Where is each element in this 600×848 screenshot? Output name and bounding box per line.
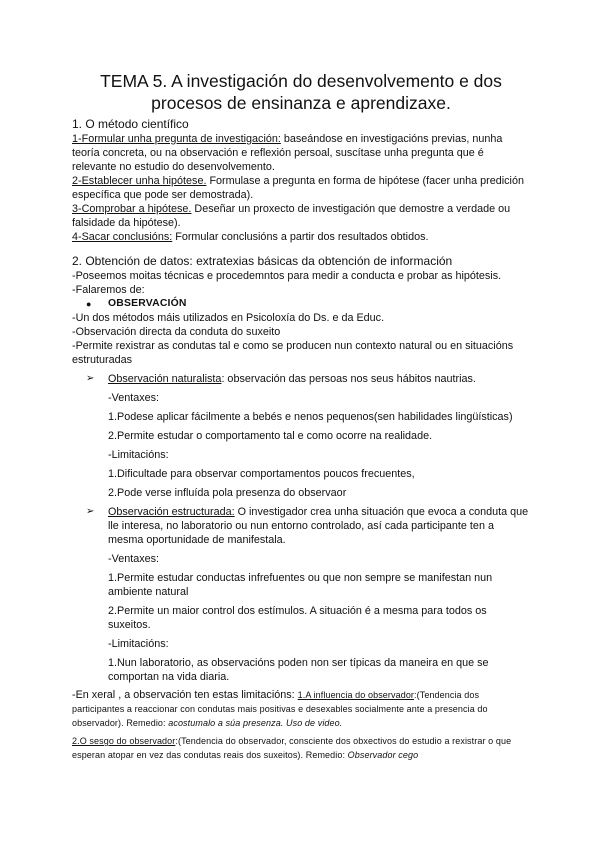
naturalista-ventaxes-head: -Ventaxes: — [108, 392, 160, 404]
step-3-label: 3-Comprobar a hipótese. — [72, 203, 192, 215]
intro-line-1: -Poseemos moitas técnicas e procedemntos para medir a conducta e probar as hipótesis. — [72, 270, 502, 282]
step-4-label: 4-Sacar conclusións: — [72, 231, 173, 243]
estructurada-ventaxe-2: 2.Permite un maior control dos estímulos. A situación é a mesma para todos os suxeitos. — [108, 605, 487, 631]
estructurada-text: O investigador crea unha situación que evoca a conduta que lle interesa, no laboratorio ou nun entorno controlado, así cada participante ten a mesma oportunidade de manifestala. — [108, 506, 529, 546]
influencia-text: :(Tendencia dos participantes a reaccionar con condutas mais positivas e desexables socialmente ante a presencia do observador). Remedio: — [72, 690, 488, 728]
step-2-text: Formulase a pregunta en forma de hipótese (facer unha predición específica que pode ser demostrada). — [72, 175, 524, 201]
naturalista-item — [72, 372, 530, 386]
sesgo-text: :(Tendencia do observador, consciente dos obxectivos do estudio a rexistrar o que esperan atopar en vez das condutas reais dos suxeitos). Remedio: — [72, 736, 512, 760]
step-1-label: 1-Formular unha pregunta de investigación: — [72, 133, 281, 145]
bullet-dot-icon: ● — [86, 299, 92, 309]
estructurada-limitacions-head: -Limitacións: — [108, 638, 169, 650]
step-1 — [72, 132, 530, 174]
observacion-bullet — [72, 297, 530, 311]
page-title: TEMA 5. A investigación do desenvolvemento e dos procesos de ensinanza e aprendizaxe. — [100, 71, 502, 113]
naturalista-limitacions-head: -Limitacións: — [108, 449, 169, 461]
obs-line-3: -Permite rexistrar as condutas tal e como se producen nun contexto natural ou en situacións estruturadas — [72, 340, 514, 366]
naturalista-ventaxe-1: 1.Podese aplicar fácilmente a bebés e nenos pequenos(sen habilidades lingüísticas) — [108, 411, 513, 423]
step-2-label: 2-Establecer unha hipótese. — [72, 175, 207, 187]
section-1-heading: 1. O método científico — [72, 117, 189, 131]
general-lead: -En xeral , a observación ten estas limitacións: — [72, 689, 298, 701]
estructurada-item — [72, 505, 530, 547]
observacion-label: OBSERVACIÓN — [108, 298, 187, 309]
naturalista-limitacion-2: 2.Pode verse influída pola presenza do observaor — [108, 487, 347, 499]
arrow-bullet-icon: ➢ — [86, 373, 95, 384]
intro-line-2: -Falaremos de: — [72, 284, 145, 296]
naturalista-label: Observación naturalista — [108, 373, 222, 385]
sesgo-label: 2.O sesgo do observador — [72, 736, 176, 746]
step-3 — [72, 202, 530, 230]
naturalista-limitacion-1: 1.Dificultade para observar comportamentos poucos frecuentes, — [108, 468, 415, 480]
estructurada-limitacion-1: 1.Nun laboratorio, as observacións poden non ser típicas da maneira en que se comportan na vida diaria. — [108, 657, 489, 683]
step-2 — [72, 174, 530, 202]
arrow-bullet-icon: ➢ — [86, 506, 95, 517]
general-limitations — [72, 688, 530, 730]
step-1-text: baseándose en investigacións previas, nunha teoría concreta, ou na observación e reflexión persoal, suscítase unha pregunta que é relevante no estudio do desenvolvemento. — [72, 133, 503, 173]
document-page — [72, 70, 530, 762]
obs-line-2: -Observación directa da conduta do suxeito — [72, 326, 281, 338]
influencia-label: 1.A influencia do observador — [297, 690, 415, 700]
obs-line-1: -Un dos métodos máis utilizados en Psicoloxía do Ds. e da Educ. — [72, 312, 385, 324]
step-3-text: Deseñar un proxecto de investigación que demostre a verdade ou falsidade da hipótese). — [72, 203, 511, 229]
estructurada-label: Observación estructurada: — [108, 506, 235, 518]
step-4-text: Formular conclusións a partir dos resultados obtidos. — [172, 231, 429, 243]
influencia-remedy: acostumalo a súa presenza. Uso de video. — [168, 718, 343, 728]
sesgo-remedy: Observador cego — [347, 750, 419, 760]
section-2-heading: 2. Obtención de datos: extratexias básicas da obtención de información — [72, 254, 453, 268]
sesgo-paragraph — [72, 734, 530, 762]
estructurada-ventaxe-1: 1.Permite estudar conductas infrefuentes ou que non sempre se manifestan nun ambiente natural — [108, 572, 493, 598]
estructurada-ventaxes-head: -Ventaxes: — [108, 553, 160, 565]
naturalista-ventaxe-2: 2.Permite estudar o comportamento tal e como ocorre na realidade. — [108, 430, 433, 442]
naturalista-text: : observación das persoas nos seus hábitos nautrias. — [221, 373, 476, 385]
step-4 — [72, 230, 530, 244]
